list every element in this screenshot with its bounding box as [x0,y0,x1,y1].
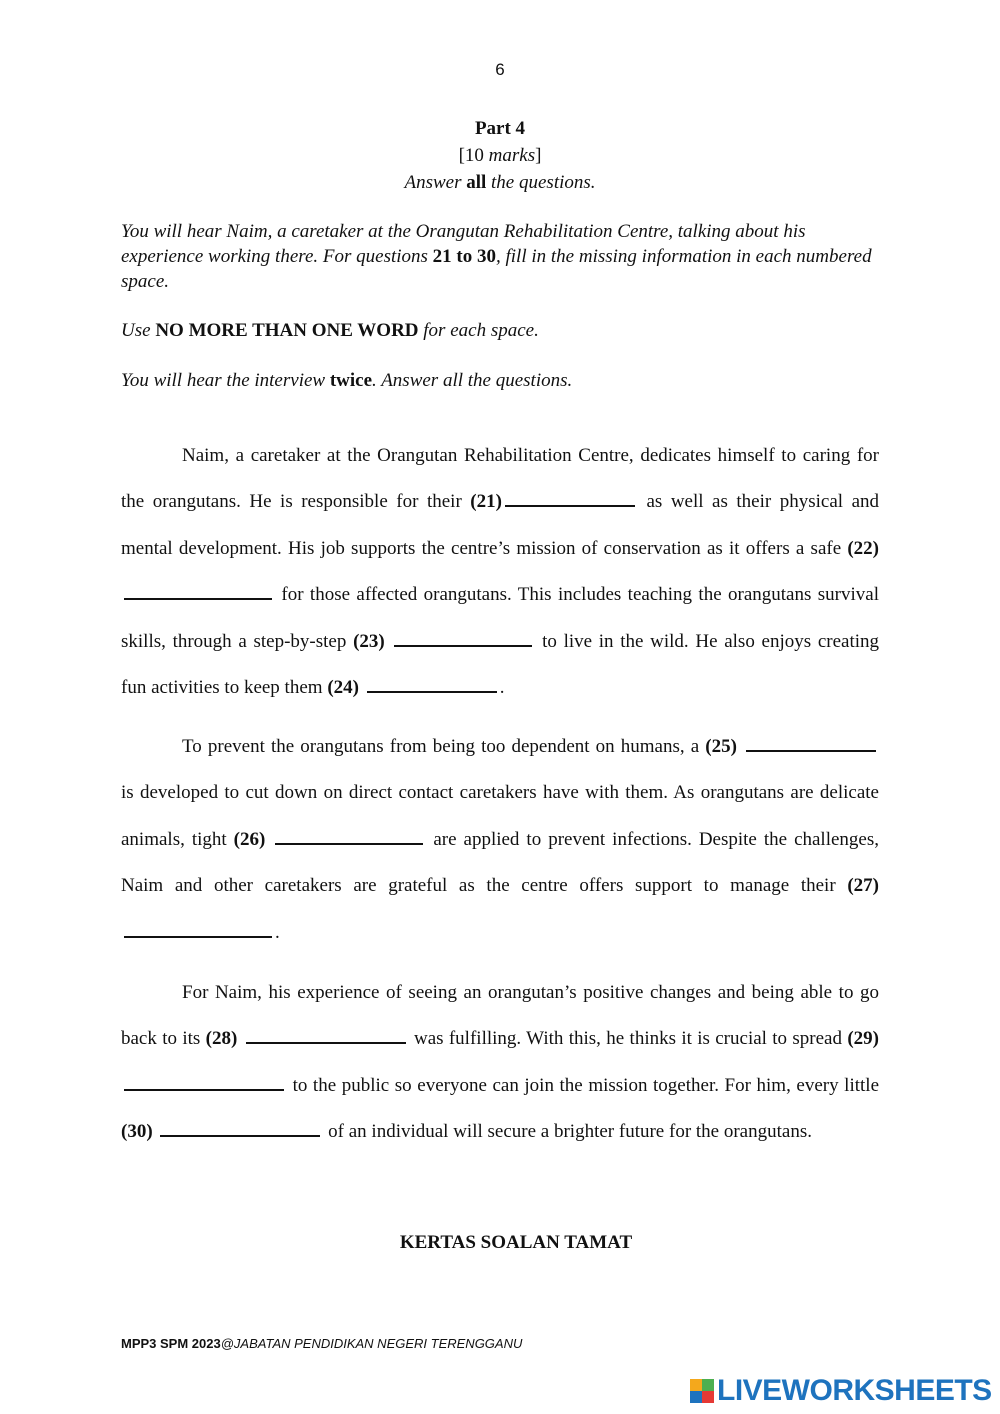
answer-blank-24[interactable] [367,690,497,693]
p2-text-3: are applied to prevent infections. Despite the challenges, Naim and other caretakers are grateful as the centre offers support to manage their [121,828,879,897]
answer-blank-21[interactable] [505,504,635,507]
p1-text-5: . [499,677,505,699]
instr1-pre: You will hear Naim, a caretaker at the Orangutan Rehabilitation Centre, talking about his experience working there. For questions [121,221,806,267]
instr2-post: for each space. [418,320,539,341]
instr1-bold: 21 to 30 [432,246,496,267]
question-26-label: (26) [233,828,266,850]
passage-paragraph-3 [121,970,879,1156]
question-30-label: (30) [121,1121,153,1143]
answer-blank-29[interactable] [124,1088,284,1091]
brand-name: LIVEWORKSHEETS [717,1374,992,1407]
question-28-label: (28) [205,1028,238,1050]
liveworksheets-brand[interactable] [690,1374,992,1408]
answer-line [0,169,1000,196]
answer-blank-30[interactable] [160,1134,320,1137]
liveworksheets-logo-icon [690,1379,714,1403]
instruction-listen-twice [121,368,881,393]
instr3-bold: twice [329,370,373,391]
page-number: 6 [495,60,505,79]
footer-department: @JABATAN PENDIDIKAN NEGERI TERENGGANU [220,1336,523,1351]
marks-close: ] [535,145,542,166]
instr2-pre: Use [121,320,156,341]
answer-blank-25[interactable] [746,749,876,752]
passage-paragraph-1 [121,433,879,711]
part-header [0,115,1000,196]
p2-text-1: To prevent the orangutans from being too dependent on humans, a [182,736,706,757]
footer [121,1336,522,1351]
p2-text-4: . [275,921,280,943]
answer-bold: all [466,172,487,193]
p1-text-3: for those affected orangutans. This includes teaching the orangutans survival skills, through a step-by-step [121,584,879,652]
passage-paragraph-2 [121,724,879,956]
question-21-label: (21) [470,491,502,513]
answer-blank-23[interactable] [394,644,532,647]
p2-text-2: is developed to cut down on direct contact caretakers have with them. As orangutans are delicate animals, tight [121,782,879,850]
footer-code: MPP3 SPM 2023 [121,1336,221,1351]
answer-blank-28[interactable] [246,1041,406,1044]
p3-text-2: was fulfilling. With this, he thinks it is crucial to spread [408,1028,848,1050]
p3-text-3: to the public so everyone can join the mission together. For him, every little [287,1074,879,1096]
instr1-post: , fill in the missing information in each numbered space. [121,246,872,292]
question-24-label: (24) [327,677,359,699]
answer-pre: Answer [404,172,467,193]
end-of-paper-title: KERTAS SOALAN TAMAT [399,1232,633,1253]
p1-text-4: to live in the wild. He also enjoys creating fun activities to keep them [121,630,880,699]
p3-text-4: of an individual will secure a brighter future for the orangutans. [323,1121,812,1143]
p3-text-1: For Naim, his experience of seeing an orangutan’s positive changes and being able to go back to its [121,982,879,1050]
question-23-label: (23) [353,630,385,652]
question-22-label: (22) [847,537,879,559]
answer-post: the questions. [486,172,596,193]
instruction-intro [121,219,881,294]
question-27-label: (27) [847,875,879,897]
p1-text-1: Naim, a caretaker at the Orangutan Rehabilitation Centre, dedicates himself to caring for the orangutans. He is responsible for their [121,445,879,513]
answer-blank-22[interactable] [124,597,272,600]
p1-text-2: as well as their physical and mental development. His job supports the centre’s mission of conservation as it offers a safe [121,491,879,559]
marks-line [0,142,1000,169]
instruction-word-limit [121,318,881,343]
answer-blank-26[interactable] [275,842,423,845]
instr3-post: . Answer all the questions. [372,370,573,391]
instr2-bold: NO MORE THAN ONE WORD [155,320,419,341]
marks-word: marks [488,145,536,166]
question-25-label: (25) [705,736,737,757]
marks-open: [10 [458,145,489,166]
question-29-label: (29) [847,1028,879,1050]
answer-blank-27[interactable] [124,935,272,938]
part-title: Part 4 [474,118,526,139]
instr3-pre: You will hear the interview [121,370,330,391]
